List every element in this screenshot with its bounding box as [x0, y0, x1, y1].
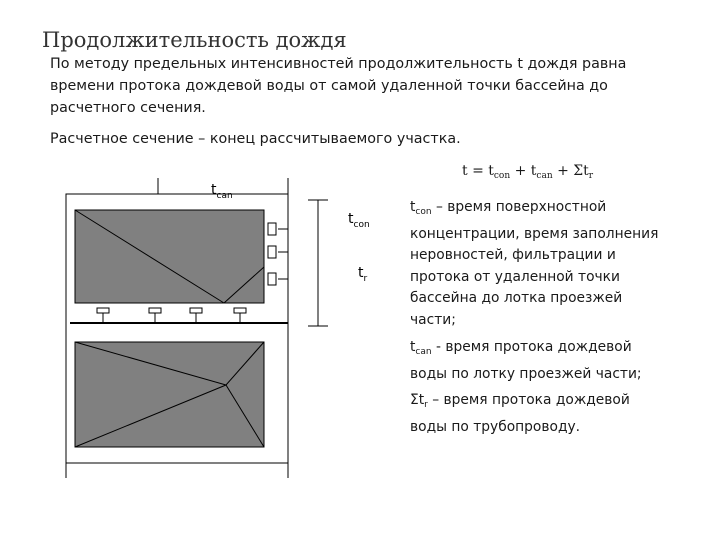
definition-tcan: $t_{can}$ - время протока дождевой воды по лотку проезжей части; — [410, 339, 642, 382]
label-tr: $t_r$ — [358, 265, 368, 284]
duration-formula: $t = t_{con} + t_{can} + \Sigma t_r$ — [462, 163, 594, 181]
intro-paragraph: По методу предельных интенсивностей продолжительность t дождя равна времени протока дождевой воды от самой удаленной точки бассейна до расчетного сечения. — [50, 56, 627, 116]
side-inlets — [268, 223, 288, 285]
definition-tr: $\Sigma t_r$ – время протока дождевой воды по трубопроводу. — [410, 392, 630, 435]
label-tcan: $t_{can}$ — [211, 182, 233, 201]
lower-block — [75, 342, 264, 447]
gutter-inlets — [97, 308, 246, 323]
section-definition: Расчетное сечение – конец рассчитываемого участка. — [50, 131, 461, 147]
label-tcon: $t_{con}$ — [348, 211, 370, 230]
definition-tcon: $t_{con}$ – время поверхностной концентрации, время заполнения неровностей, фильтрации и протока от удаленной точки бассейна до лотка проезжей части; — [410, 199, 659, 328]
upper-block — [75, 210, 264, 303]
slide-title: Продолжительность дождя — [42, 28, 347, 52]
